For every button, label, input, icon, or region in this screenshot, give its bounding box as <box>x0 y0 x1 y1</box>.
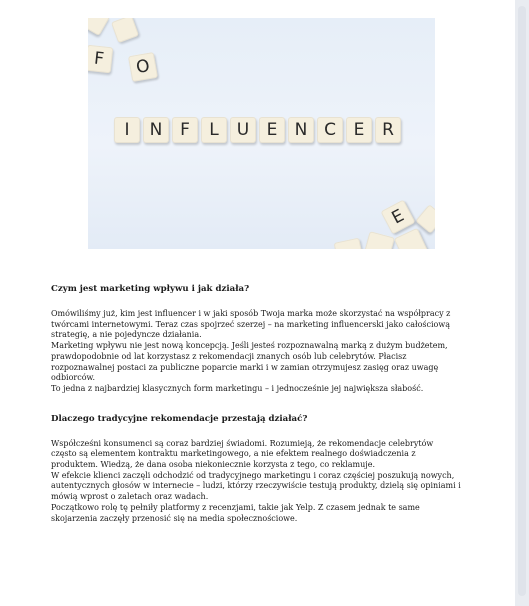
paragraph: Marketing wpływu nie jest nową koncepcją. Jeśli jesteś rozpoznawalną marką z dużym budżetem, prawdopodobnie od lat korzystasz z rekomendacji znanych osób lub celebrytów. Płacisz rozpoznawalnej postaci za publiczne poparcie marki i w zamian otrzymujesz zasięg oraz uwagę odbiorców. <box>51 341 448 383</box>
tile-letter: F <box>172 117 198 143</box>
tile-letter: U <box>230 117 256 143</box>
tile-scattered-o: O <box>128 52 158 82</box>
tile-scattered <box>363 231 395 249</box>
tile-scattered <box>111 18 139 43</box>
paragraph: To jedna z najbardziej klasycznych form marketingu – i jednocześnie jej największa słabość. <box>51 383 424 393</box>
tile-letter: N <box>288 117 314 143</box>
section-heading: Dlaczego tradycyjne rekomendacje przestają działać? <box>51 413 308 424</box>
scrollbar-track[interactable] <box>515 0 529 606</box>
tile-letter: L <box>201 117 227 143</box>
tile-letter: N <box>143 117 169 143</box>
tile-letter: I <box>114 117 140 143</box>
tile-scattered-e: E <box>380 199 415 234</box>
paragraph: Współcześni konsumenci są coraz bardziej świadomi. Rozumieją, że rekomendacje celebrytów często są elementem kontraktu marketingowego, a nie efektem realnego doświadczenia z produktem. Wiedzą, że dana osoba niekoniecznie korzysta z tego, co reklamuje. <box>51 438 434 470</box>
paragraph: W efekcie klienci zaczęli odchodzić od tradycyjnego marketingu i coraz częściej poszukują nowych, autentycznych głosów w internecie – ludzi, którzy rzeczywiście testują produkty, dzielą się opiniami i mówią wprost o zaletach oraz wadach. <box>51 470 461 502</box>
tile-scattered <box>88 18 110 36</box>
tile-scattered-f: F <box>88 45 113 74</box>
article-body <box>51 283 461 524</box>
hero-image <box>88 18 435 249</box>
scrollbar-thumb[interactable] <box>518 6 526 596</box>
tile-letter: E <box>346 117 372 143</box>
section <box>51 413 461 525</box>
tile-letter: R <box>375 117 401 143</box>
section-text <box>51 309 461 395</box>
paragraph: Omówiliśmy już, kim jest influencer i w jaki sposób Twoja marka może skorzystać na współpracy z twórcami internetowymi. Teraz czas spojrzeć szerzej – na marketing influencerski jako całościową strategię, a nie pojedyncze działania. <box>51 309 451 340</box>
paragraph: Początkowo rolę tę pełniły platformy z recenzjami, takie jak Yelp. Z czasem jednak te same skojarzenia zaczęły przenosić się na media społecznościowe. <box>51 502 420 523</box>
tile-letter: C <box>317 117 343 143</box>
section-heading: Czym jest marketing wpływu i jak działa? <box>51 284 250 294</box>
tile-letter: E <box>259 117 285 143</box>
tile-scattered <box>334 238 365 249</box>
